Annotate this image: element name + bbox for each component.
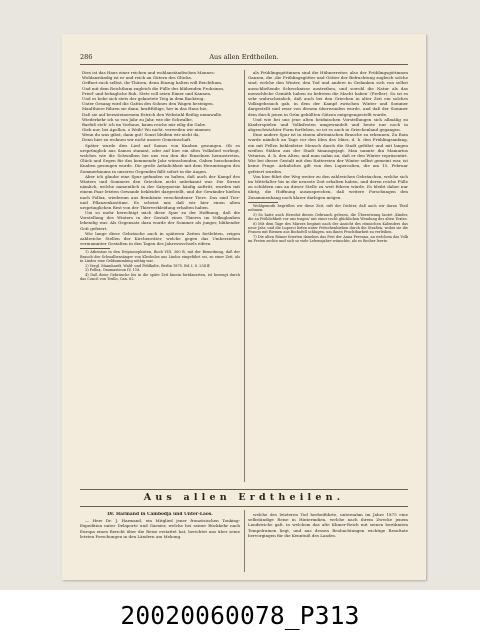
verse-line: Unter Gesang wird die Gattin des Sohnes den Wagen besteigen, (82, 101, 214, 107)
article-paragraph: welche des letzteren Tod herbeiführte, unternahm im Jahre 1875 eine selbständige Reise in Hinterindien, welche nach ihrem Zwecke jenem Landstriche galt, in welchem das alte Khmer-Reich mit seinen berühmten Tempelruinen liegt, und aus dessen Beobachtungen wichtige Resultate hervorgingen für die Kenntniß des Landes. (248, 512, 408, 538)
verse-line: Wenn du was gibst, dann gut! Sonst bleiben wir nicht da, (82, 132, 200, 138)
verse-line: Daß sie auf bernsteinernem Estrich den Webstuhl fleißig ummwalle. (82, 111, 223, 117)
document-page (62, 34, 426, 580)
body-paragraph: Aber ich glaube eine Spur gefunden zu haben, daß auch der Kampf des Winters und Sommers den Griechen nicht unbekannt war. Die Sirene nämlich, welche namentlich in der Satyrpoesie häufig auftritt, wurden mit einem Paar letzten Gewande bekleidet dargestellt, und die Gewänder hießen nach Pollux, wiederum aus Beinhäute verschiedener Tiere. Das sind Tier- und Pflanzenkostüme. Es scheint mir, daß wir hier einen alten ursprünglichen Rest von der Thierverkleidung erhalten haben. (80, 173, 240, 210)
quoted-passage: Wohlgemuth begrüßen wir diese Zeit, ruft der Dichter, daß auch wir daran Theil nehmen. (248, 203, 408, 213)
verse-line: Wiederkehr ich so von Jahr zu Jahr, wie die Schwalbe, (82, 116, 193, 122)
body-paragraph: Später wurde dies Lied auf Samos von Knaben gesungen. Ob es ursprünglich aus Samos stammt, oder auf hier ein altes Volkslied vorliegt, welches wie die Schwalben bei uns von den die Einzelnen heraustreten, Glück und Segen für das kommende Jahr wünschenden, Gaben heischenden Knaben gesungen wurde. Die große Aehnlichkeit mit dem Herumtragen des Sommerbaums in unseren Gegenden fällt sofort in die Augen. (80, 142, 240, 174)
running-head: Aus allen Erdtheilen. (209, 53, 279, 61)
article-title: Dr. Harmand in Cambodja und Unter-Laos. (107, 512, 213, 517)
section-rule-top (80, 489, 408, 490)
article-column-divider (244, 510, 245, 572)
body-paragraph: Und wie bei uns jene alten heidnischen Vorstellungen sich allmälig zu Kinderspielen und Volksfesten umgewandelt und heute nur noch in abgeschwächter Form fortleben, so ist es auch in Griechenland gegangen. (248, 116, 408, 133)
section-rule-bottom (80, 506, 408, 507)
footnote: 7) Die alten Römer feierten daneben das Fest der Anna Perenna, an welchem das Volk im Freien zechte und sich so viele Lebensjahre wünschte, als es Becher leerte. (248, 234, 408, 244)
verse-line: Wohlanständig ist er und reich an Gütern des Glücks. (82, 75, 193, 81)
page-number: 286 (80, 53, 93, 61)
footnote-rule (248, 202, 278, 203)
image-caption: 20020060078_P313 (120, 601, 360, 630)
footnote: 2) Vergl. Mannhardt, Wald- und Feldkulte, Berlin 1875, Bd. I, S. 254 ff. (85, 263, 211, 268)
article-paragraph: — Herr Dr. J. Harmand, ein Mitglied jener französischen Tonking-Expedition unter Delaporte und Garnier, welche bei seiner Rückkehr nach Europa einen Bericht über die Reise erstattet hat, berichtet uns über seine letzten Forschungen in den Ländern am Mekong. (80, 518, 240, 539)
verse-line: Gieb nur, bei Apollon, o Weib! Wo nicht, verweilen wir nimmer, (82, 127, 212, 133)
footnote: 6) Mit dem Tage des Märzes beginnt nach der Ansicht des römischen Kalenders das neue Jahr, und die Luperci liefen unter Peitschenhieben durch die Straßen, wobei sie die Frauen mit Riemen aus Bocksfell schlugen, um ihnen Fruchtbarkeit zu verleihen. (248, 221, 408, 235)
section-heading: Aus allen Erdtheilen. (143, 492, 345, 503)
footnote: 1) Athenäus in den Deipnosophisten, Buch VIII, 360 B, mit der Bemerkung, daß der Brauch der Schwalbensänger von Kleobulos aus Lindos eingeführt sei, zu einer Zeit, als in Lindos eine Geldsammlung nöthig war. (80, 250, 240, 264)
body-paragraph: Wie lange diese Gebräuche auch in späteren Zeiten fortlebten, zeigen zahlreiche Stellen der Kirchenväter, welche gegen das Umherziehen vermummter Gestalten in den Tagen des Jahreswechsels eifern. (80, 230, 240, 247)
article-column-right (248, 512, 408, 574)
header-rule (80, 64, 408, 65)
verse-line: Oeffnet euch selbst, ihr Thüren, denn Einzug halten will Reichthum, (82, 80, 223, 86)
footnote: 5) So hatte auch Herodot diesen Gebrauch gelesen, die Übersetzung lautet ‚Kinder, die an Fröhlichkeit vor uns tragen‘ mit einer recht glücklichen Wendung des alten Textes. (248, 212, 408, 222)
verse-line: Und es hebe sich stets der geknetete Teig in dem Backtrog. (82, 95, 205, 101)
body-paragraph: als Frühlingsgöttinnen sind die Hühnerreiter, also der Frühlingsgöttinnen Ganzen, die ‚die Frühlingsgötter und Götter der Befruchtung zugleich solche sind, welche den Winter, den Tod und andere in Gedanken sich von selbst ausschließende Schrecknisse austreiben, und sowohl die Natur als das menschliche Gemüth haben zu befreien die Macht haben‘ (Preller). So ist es sehr wahrscheinlich, daß auch bei den Griechen in alter Zeit ein solches Volksgebrauch gab, in dem der Kampf zwischen Winter und Sommer dargestellt und zwar von diesem überwunden wurde, und daß der Sommer dem durch jenen in Grün gehüllten Götzen entgegengestellt wurde. (248, 70, 408, 117)
verse-line: Fried' und behagliche Ruh. Stets voll seien Eimer und Kannen, (82, 90, 212, 96)
verse-line: Und mit dem Reichthum zugleich die Fülle des blühenden Frohsinns, (82, 85, 225, 91)
column-divider (244, 70, 245, 482)
verse-line: Maulthiere führen sie dann, kraftfüßige, her in das Haus hie, (82, 106, 208, 112)
article-column-left (80, 512, 240, 574)
footnote: 3) Pollux, Onomasticon IV, 118. (85, 268, 141, 273)
verse-line: Denn hier zu wohnen wir nicht unsere Gemeinschaft. (82, 137, 192, 143)
right-column (248, 70, 408, 486)
left-column (80, 70, 240, 486)
page-header (80, 52, 408, 62)
footnote: 4) Daß diese Gebräuche bis in die späte Zeit hinein fortdauerten, ist bezeugt durch das Concil von Trullo, Can. 62. (80, 272, 240, 282)
body-paragraph: Von hier führt der Weg weiter zu den zahlreichen Gebräuchen, welche sich im Mittelalter bis in die neueste Zeit erhalten haben, und deren reiche Fülle zu schildern uns an dieser Stelle zu weit führen würde. Es bleibt daher nur übrig, die Hoffnung auszusprechen, daß weitere Forschungen den Zusammenhang noch klarer darlegen mögen. (248, 173, 408, 200)
footnote-rule (80, 248, 110, 249)
body-paragraph: Eine andere Spur ist in einem altrömischen Brauche zu erkennen. Zu Rom wurde nämlich an Tage vor den Iden des März, d. h. den Frühlingsanfang, ein mit Fellen bekleideter Mensch durch die Stadt geführt und mit langen weißen Stäben aus der Stadt hinausgejagt. Man nannte ihn Mamurius Veturius, d. h. den Alten, und man nahm an, daß er den Winter repräsentirt. Wie bei dieser Gestalt mit den Rattereien der Winter selbst gemeint war, ist keine Frage. Aehnliches gilt von den Lupercalien, die am 15. Februar gefeiert wurden. (248, 132, 408, 174)
body-paragraph: Um so mehr berechtigt mich diese Spur zu der Hoffnung, daß die Vorstellung des Winters in der Gestalt eines Thieres im Volksglauben lebendig war. Als Gegensatz dazu wurde der Sommer als junger, blühender Gott gefeiert. (80, 210, 240, 231)
verse-line: Barfuß steh' ich im Vorhaus, kaum reiche mir eilig die Gabe. (82, 121, 207, 127)
verse-line: Dies ist das Haus einer reichen und wohlanständischen Mannes: (82, 70, 215, 75)
